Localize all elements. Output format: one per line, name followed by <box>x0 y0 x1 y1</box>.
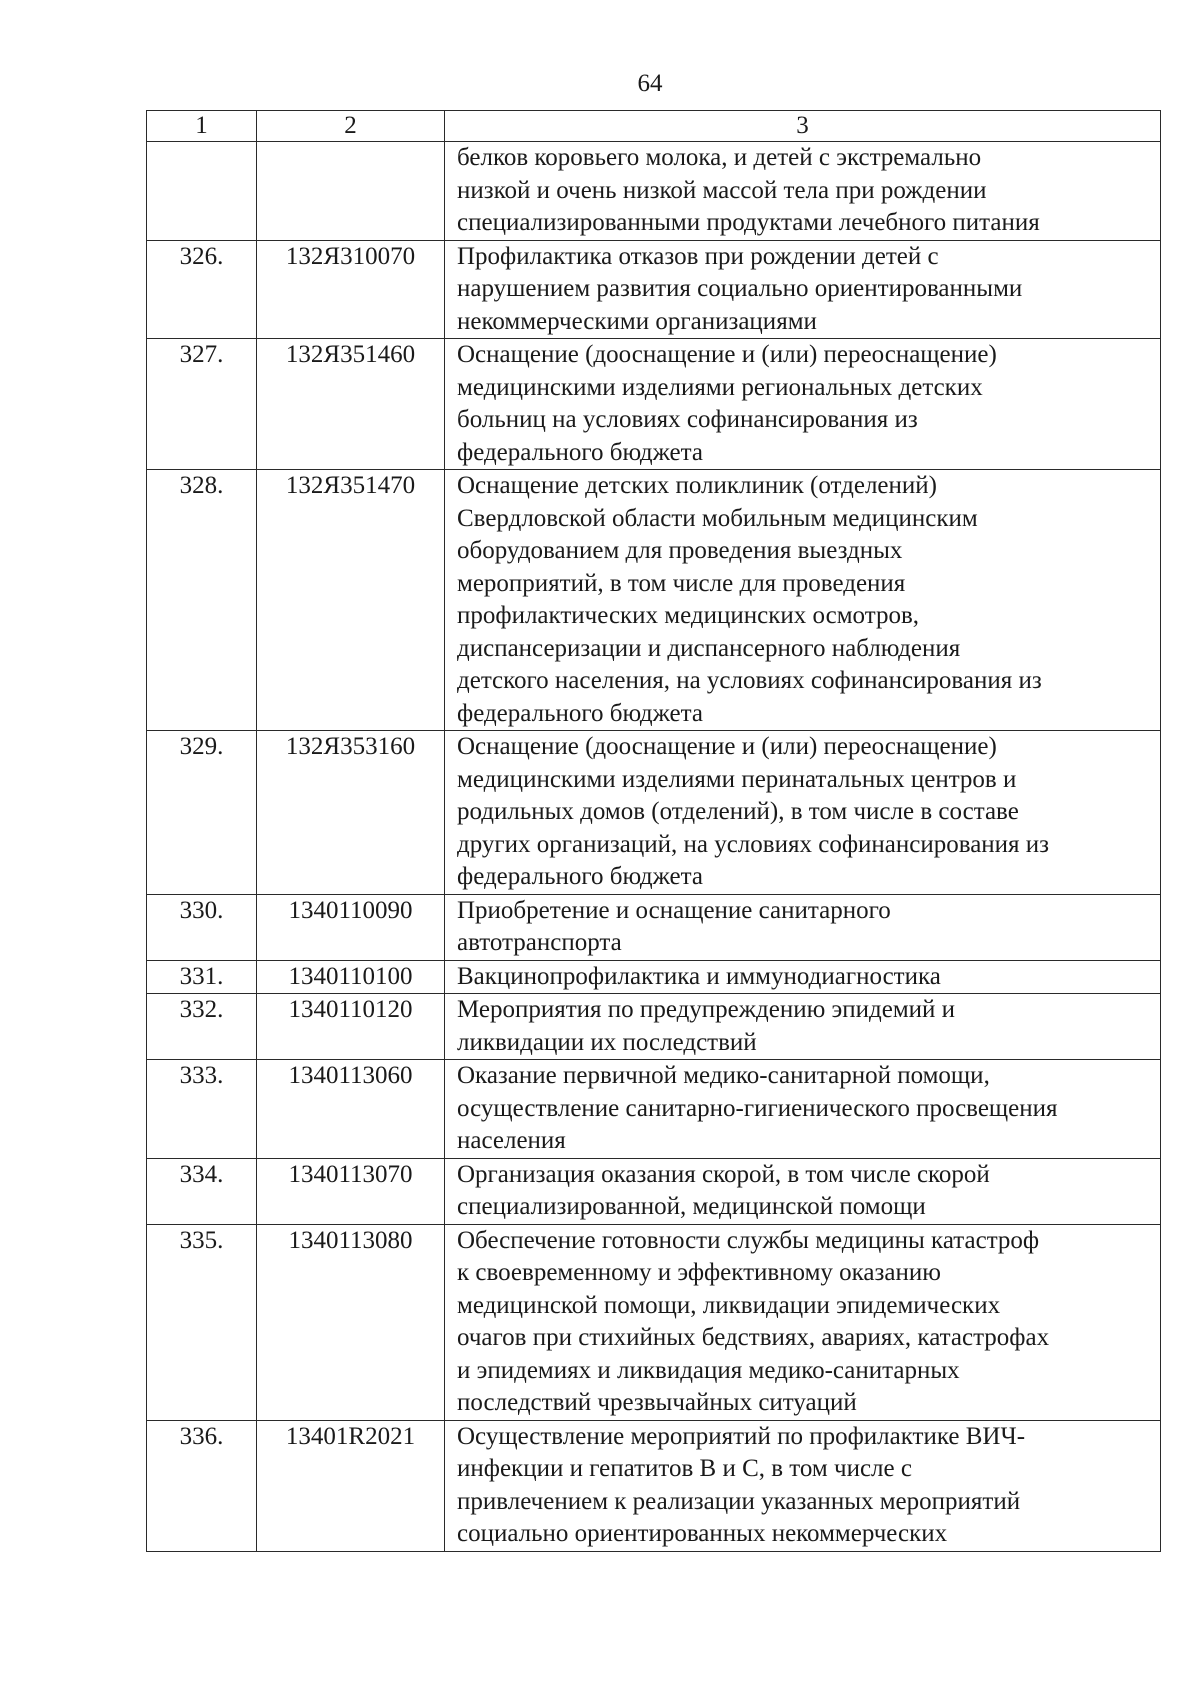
budget-codes-table <box>146 110 1161 1552</box>
description-line: последствий чрезвычайных ситуаций <box>457 1389 857 1416</box>
row-number: 329. <box>147 731 257 895</box>
description-line: больниц на условиях софинансирования из <box>457 406 918 433</box>
row-description <box>445 731 1161 895</box>
description-line: автотранспорта <box>457 929 622 956</box>
description-line: федерального бюджета <box>457 863 703 890</box>
table-row <box>147 731 1161 895</box>
description-line: федерального бюджета <box>457 699 703 727</box>
description-line: специализированными продуктами лечебного питания <box>457 209 1040 236</box>
description-line: нарушением развития социально ориентированными <box>457 275 1023 302</box>
row-description <box>445 1060 1161 1159</box>
description-line: медицинскими изделиями перинатальных центров и <box>457 765 1017 793</box>
row-code: 132Я351470 <box>257 470 445 731</box>
row-code <box>257 142 445 241</box>
description-line: других организаций, на условиях софинансирования из <box>457 830 1050 858</box>
description-line: Свердловской области мобильным медицинским <box>457 504 978 532</box>
description-line: Оказание первичной медико-санитарной помощи, <box>457 1062 990 1089</box>
row-code: 1340110100 <box>257 960 445 994</box>
row-code: 1340113060 <box>257 1060 445 1159</box>
row-code: 132Я351460 <box>257 339 445 470</box>
description-line: Оснащение (дооснащение и (или) переоснащение) <box>457 341 997 368</box>
row-description <box>445 1158 1161 1224</box>
row-number: 326. <box>147 240 257 339</box>
description-line: родильных домов (отделений), в том числе в составе <box>457 798 1019 825</box>
table-row <box>147 142 1161 241</box>
description-line: населения <box>457 1127 566 1154</box>
row-description <box>445 339 1161 470</box>
description-line: диспансеризации и диспансерного наблюдения <box>457 634 961 662</box>
row-number: 335. <box>147 1224 257 1420</box>
description-line: медицинской помощи, ликвидации эпидемических <box>457 1291 1001 1319</box>
description-line: инфекции и гепатитов В и С, в том числе с <box>457 1455 912 1482</box>
description-line: оборудованием для проведения выездных <box>457 537 903 564</box>
description-line: Мероприятия по предупреждению эпидемий и <box>457 996 956 1023</box>
row-code: 1340110120 <box>257 994 445 1060</box>
header-col-3: 3 <box>445 111 1161 142</box>
table-row <box>147 1224 1161 1420</box>
table-row <box>147 994 1161 1060</box>
table-row <box>147 470 1161 731</box>
table-row <box>147 960 1161 994</box>
row-description <box>445 470 1161 731</box>
table-row <box>147 1158 1161 1224</box>
description-line: низкой и очень низкой массой тела при рождении <box>457 176 987 204</box>
description-line: специализированной, медицинской помощи <box>457 1193 926 1220</box>
row-description <box>445 142 1161 241</box>
table-row <box>147 1420 1161 1551</box>
description-line: профилактических медицинских осмотров, <box>457 602 919 629</box>
row-number: 327. <box>147 339 257 470</box>
description-line: белков коровьего молока, и детей с экстремально <box>457 144 982 171</box>
row-number: 333. <box>147 1060 257 1159</box>
row-description <box>445 894 1161 960</box>
description-line: мероприятий, в том числе для проведения <box>457 569 906 597</box>
description-line: привлечением к реализации указанных мероприятий <box>457 1487 1021 1515</box>
table-row <box>147 240 1161 339</box>
row-code: 132Я310070 <box>257 240 445 339</box>
description-line: Приобретение и оснащение санитарного <box>457 896 891 924</box>
row-code: 1340110090 <box>257 894 445 960</box>
description-line: ликвидации их последствий <box>457 1028 757 1056</box>
description-line: социально ориентированных некоммерческих <box>457 1520 948 1547</box>
row-number: 334. <box>147 1158 257 1224</box>
row-number <box>147 142 257 241</box>
header-col-1: 1 <box>147 111 257 142</box>
row-description <box>445 240 1161 339</box>
description-line: детского населения, на условиях софинансирования из <box>457 667 1042 694</box>
description-line: очагов при стихийных бедствиях, авариях, катастрофах <box>457 1324 1050 1351</box>
description-line: Обеспечение готовности службы медицины катастроф <box>457 1226 1040 1254</box>
row-code: 1340113070 <box>257 1158 445 1224</box>
header-col-2: 2 <box>257 111 445 142</box>
description-line: Организация оказания скорой, в том числе скорой <box>457 1160 990 1188</box>
row-number: 328. <box>147 470 257 731</box>
description-line: Оснащение (дооснащение и (или) переоснащение) <box>457 733 997 760</box>
table-body <box>147 142 1161 1552</box>
description-line: и эпидемиях и ликвидация медико-санитарных <box>457 1356 960 1384</box>
description-line: некоммерческими организациями <box>457 307 817 335</box>
description-line: к своевременному и эффективному оказанию <box>457 1259 941 1286</box>
row-code: 132Я353160 <box>257 731 445 895</box>
description-line: медицинскими изделиями региональных детских <box>457 373 983 401</box>
row-number: 336. <box>147 1420 257 1551</box>
row-description <box>445 1420 1161 1551</box>
page-number: 64 <box>637 70 663 97</box>
table-header-row <box>147 111 1161 142</box>
description-line: Вакцинопрофилактика и иммунодиагностика <box>457 962 941 990</box>
row-code: 1340113080 <box>257 1224 445 1420</box>
description-line: Осуществление мероприятий по профилактике ВИЧ- <box>457 1422 1026 1450</box>
table-row <box>147 1060 1161 1159</box>
table-row <box>147 894 1161 960</box>
row-description <box>445 1224 1161 1420</box>
table-row <box>147 339 1161 470</box>
description-line: Профилактика отказов при рождении детей с <box>457 242 939 270</box>
row-number: 330. <box>147 894 257 960</box>
row-number: 332. <box>147 994 257 1060</box>
row-number: 331. <box>147 960 257 994</box>
description-line: осуществление санитарно-гигиенического просвещения <box>457 1094 1058 1122</box>
description-line: Оснащение детских поликлиник (отделений) <box>457 472 937 499</box>
row-code: 13401R2021 <box>257 1420 445 1551</box>
row-description <box>445 960 1161 994</box>
row-description <box>445 994 1161 1060</box>
description-line: федерального бюджета <box>457 438 703 466</box>
